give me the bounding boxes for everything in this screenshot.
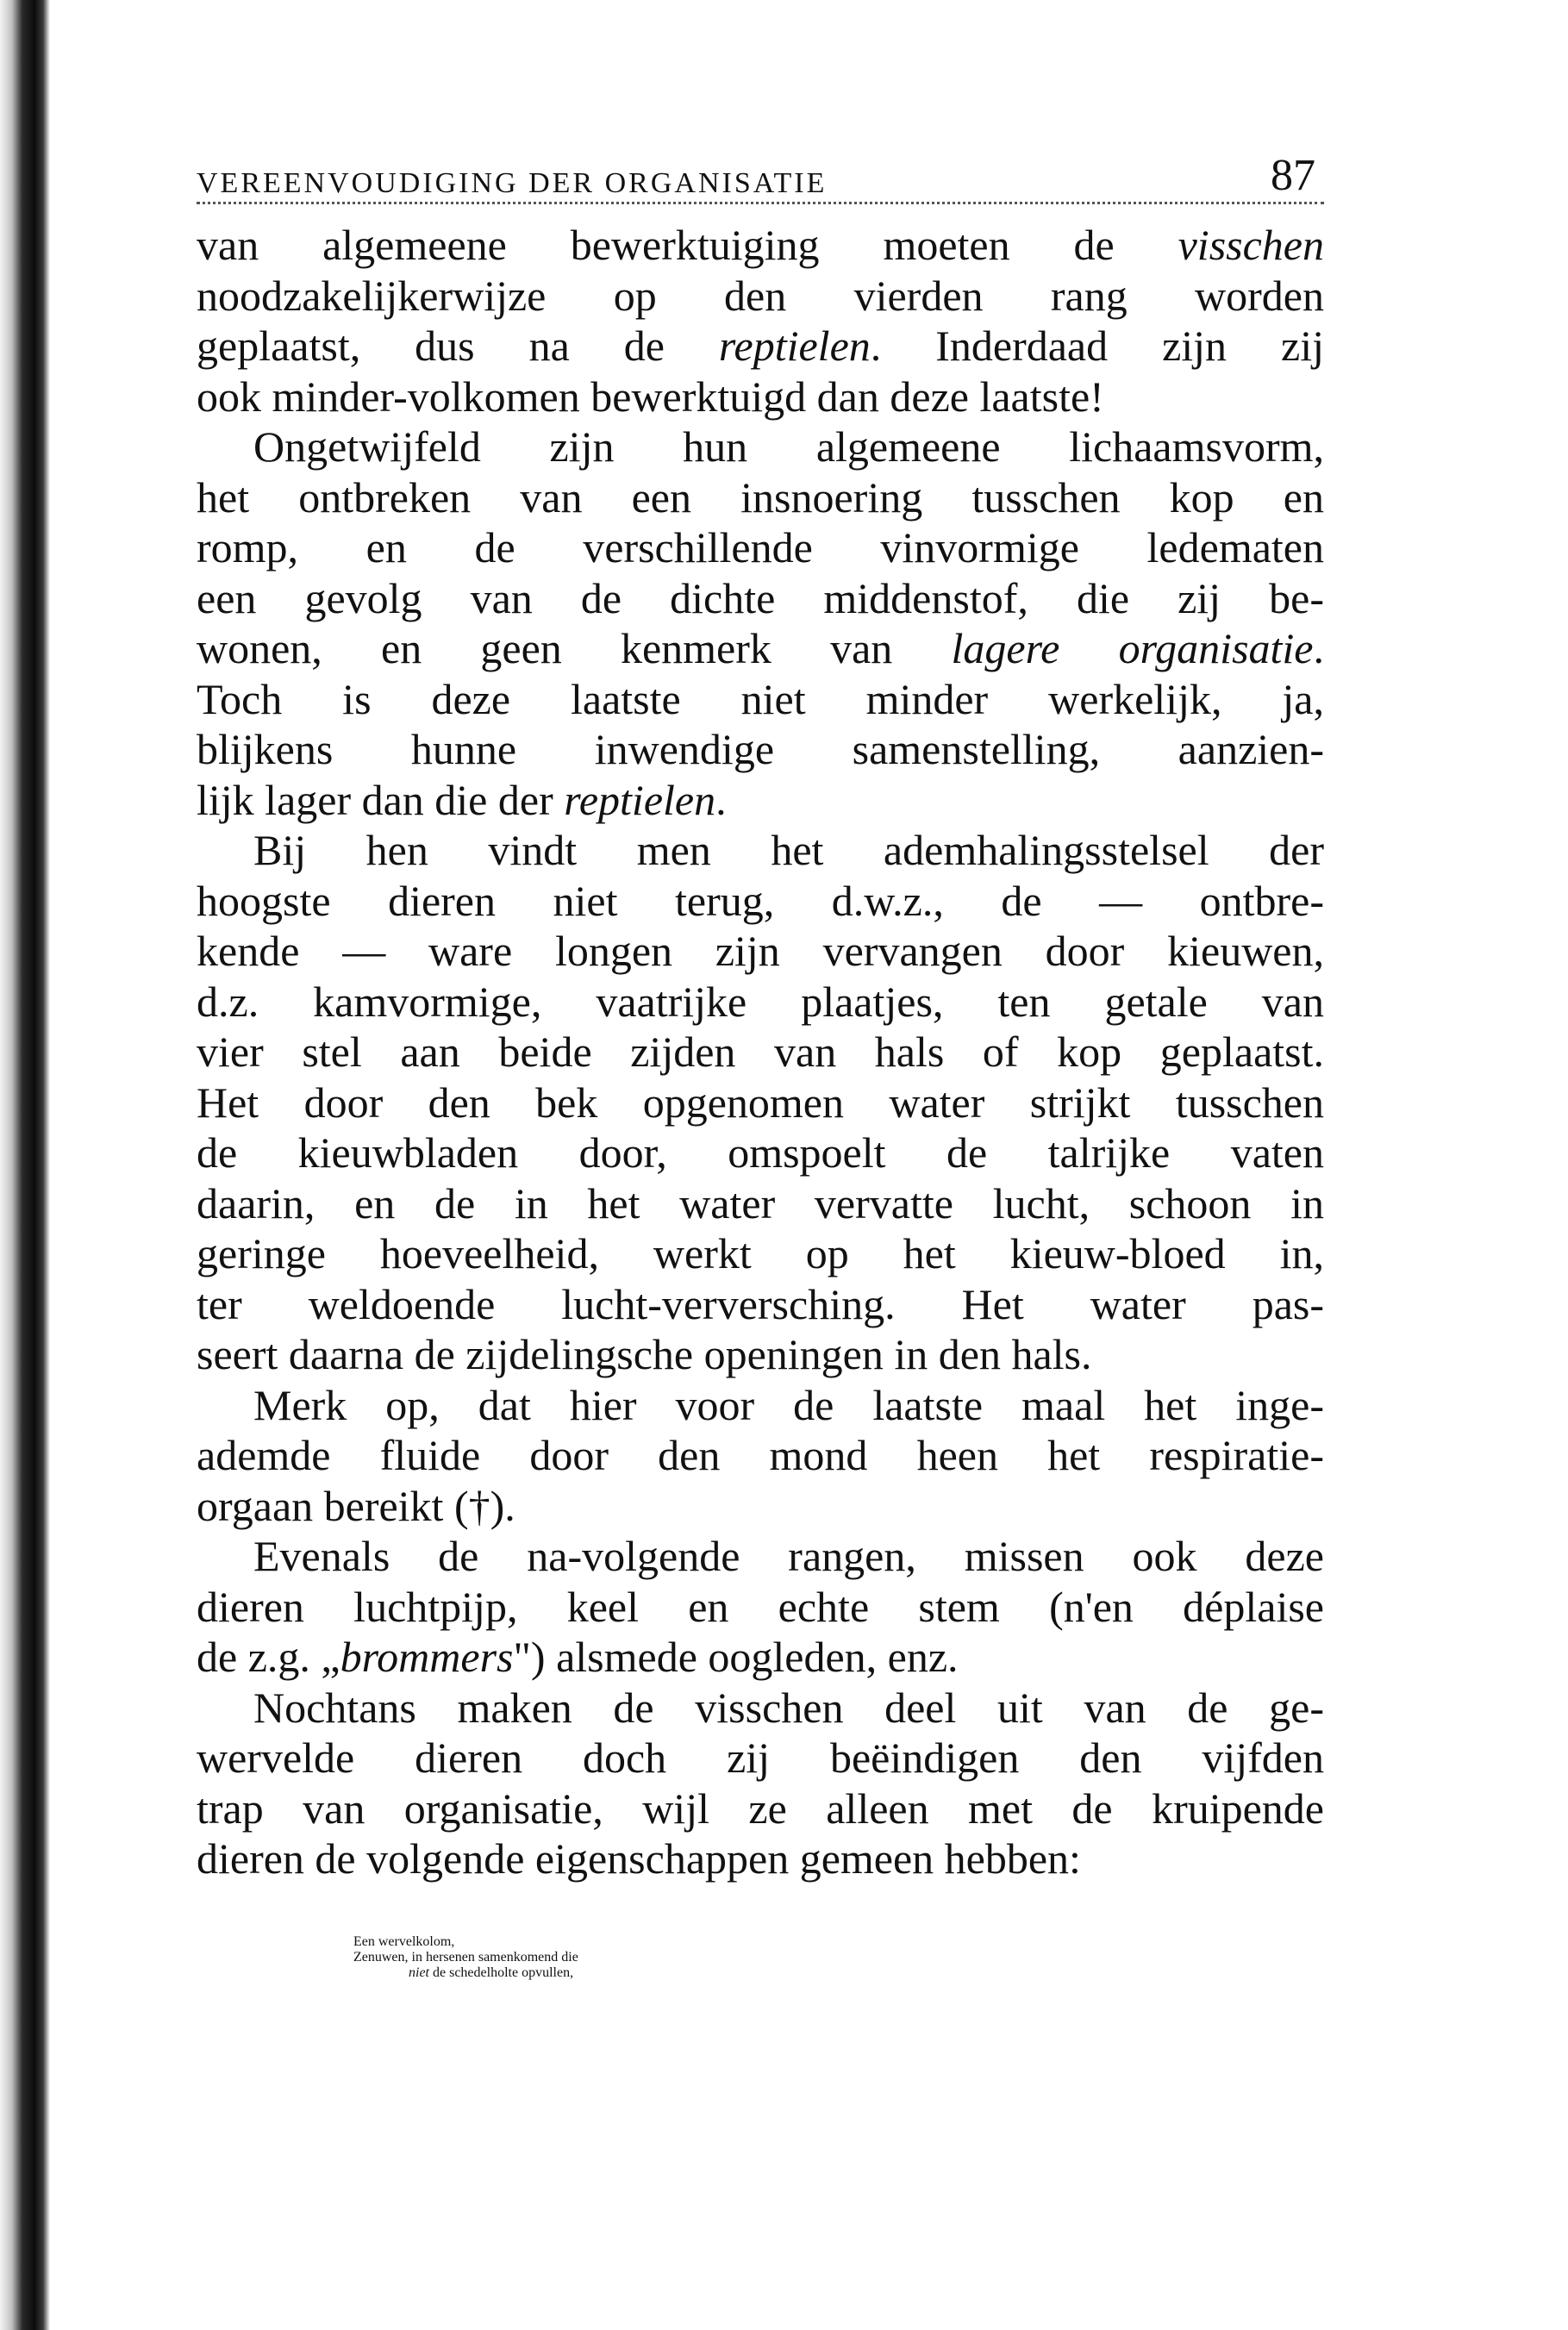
italic-term: brommers — [340, 1633, 514, 1681]
text-line: Bij hen vindt men het ademhalingsstelsel der — [253, 826, 1324, 874]
paragraph — [197, 422, 1324, 825]
text-line: het ontbreken van een insnoering tusschen kop en — [197, 472, 1324, 522]
text-line: wervelde dieren doch zij beëindigen den vijfden — [197, 1733, 1324, 1782]
page-number: 87 — [1271, 151, 1315, 200]
text-line: geplaatst, dus na de reptielen. Inderdaad zijn zij — [197, 322, 1324, 370]
text-line: vier stel aan beide zijden van hals of kop geplaatst. — [197, 1028, 1324, 1076]
text-line: seert daarna de zijdelingsche openingen in den hals. — [197, 1330, 1092, 1378]
text-line: ter weldoende lucht-verversching. Het water pas- — [197, 1279, 1324, 1328]
paragraph — [197, 1380, 1324, 1532]
text-line: Evenals de na-volgende rangen, missen ook deze — [253, 1532, 1324, 1580]
text-line: d.z. kamvormige, vaatrijke plaatjes, ten getale van — [197, 977, 1324, 1026]
running-header — [197, 147, 1324, 204]
text-line: geringe hoeveelheid, werkt op het kieuw-bloed in, — [197, 1229, 1324, 1277]
text-line: hoogste dieren niet terug, d.w.z., de — ontbre- — [197, 876, 1324, 925]
text-line: kende — ware longen zijn vervangen door kieuwen, — [197, 927, 1324, 975]
book-binding-edge — [0, 0, 50, 2330]
running-title: VEREENVOUDIGING DER ORGANISATIE — [197, 167, 828, 199]
verse-line: Een wervelkolom, — [353, 1933, 455, 1949]
paragraph — [197, 825, 1324, 1380]
verse-line: Zenuwen, in hersenen samenkomend die — [353, 1949, 578, 1965]
text-line: van algemeene bewerktuiging moeten de visschen — [197, 221, 1324, 269]
italic-term: niet — [409, 1965, 429, 1980]
italic-term: lagere organisatie — [951, 624, 1314, 672]
text-line: daarin, en de in het water vervatte lucht, schoon in — [197, 1178, 1324, 1227]
text-line: een gevolg van de dichte middenstof, die zij be- — [197, 573, 1324, 622]
text-line: ook minder-volkomen bewerktuigd dan deze laatste! — [197, 372, 1104, 421]
paragraph — [197, 1531, 1324, 1683]
paragraph — [197, 220, 1324, 422]
paragraph — [197, 1683, 1324, 1884]
text-line: romp, en de verschillende vinvormige ledematen — [197, 523, 1324, 572]
text-line: blijkens hunne inwendige samenstelling, aanzien- — [197, 725, 1324, 773]
text-line: Merk op, dat hier voor de laatste maal het inge- — [253, 1380, 1324, 1429]
text-line: noodzakelijkerwijze op den vierden rang worden — [197, 271, 1324, 320]
italic-term: reptielen — [718, 322, 871, 370]
verse-line: niet de schedelholte opvullen, — [409, 1965, 574, 1980]
text-line: lijk lager dan die der reptielen. — [197, 775, 727, 824]
text-line: orgaan bereikt (†). — [197, 1481, 515, 1530]
italic-term: reptielen — [564, 775, 716, 824]
text-line: de kieuwbladen door, omspoelt de talrijke vaten — [197, 1128, 1324, 1177]
text-line: de z.g. „brommers") alsmede oogleden, enz. — [197, 1633, 959, 1681]
italic-term: visschen — [1178, 221, 1324, 269]
text-line: dieren luchtpijp, keel en echte stem (n'en déplaise — [197, 1582, 1324, 1631]
text-line: wonen, en geen kenmerk van lagere organisatie. — [197, 624, 1325, 672]
text-line: ademde fluide door den mond heen het respiratie- — [197, 1431, 1324, 1479]
text-line: Het door den bek opgenomen water strijkt tusschen — [197, 1078, 1324, 1127]
verse-list — [197, 1934, 1324, 1981]
text-line: trap van organisatie, wijl ze alleen met de kruipende — [197, 1783, 1324, 1833]
body-text — [197, 220, 1324, 1884]
text-line: Ongetwijfeld zijn hun algemeene lichaamsvorm, — [253, 422, 1324, 471]
text-line: dieren de volgende eigenschappen gemeen hebben: — [197, 1834, 1081, 1883]
text-line: Toch is deze laatste niet minder werkelijk, ja, — [197, 674, 1324, 723]
text-line: Nochtans maken de visschen deel uit van de ge- — [253, 1683, 1324, 1732]
book-page — [197, 147, 1324, 1981]
